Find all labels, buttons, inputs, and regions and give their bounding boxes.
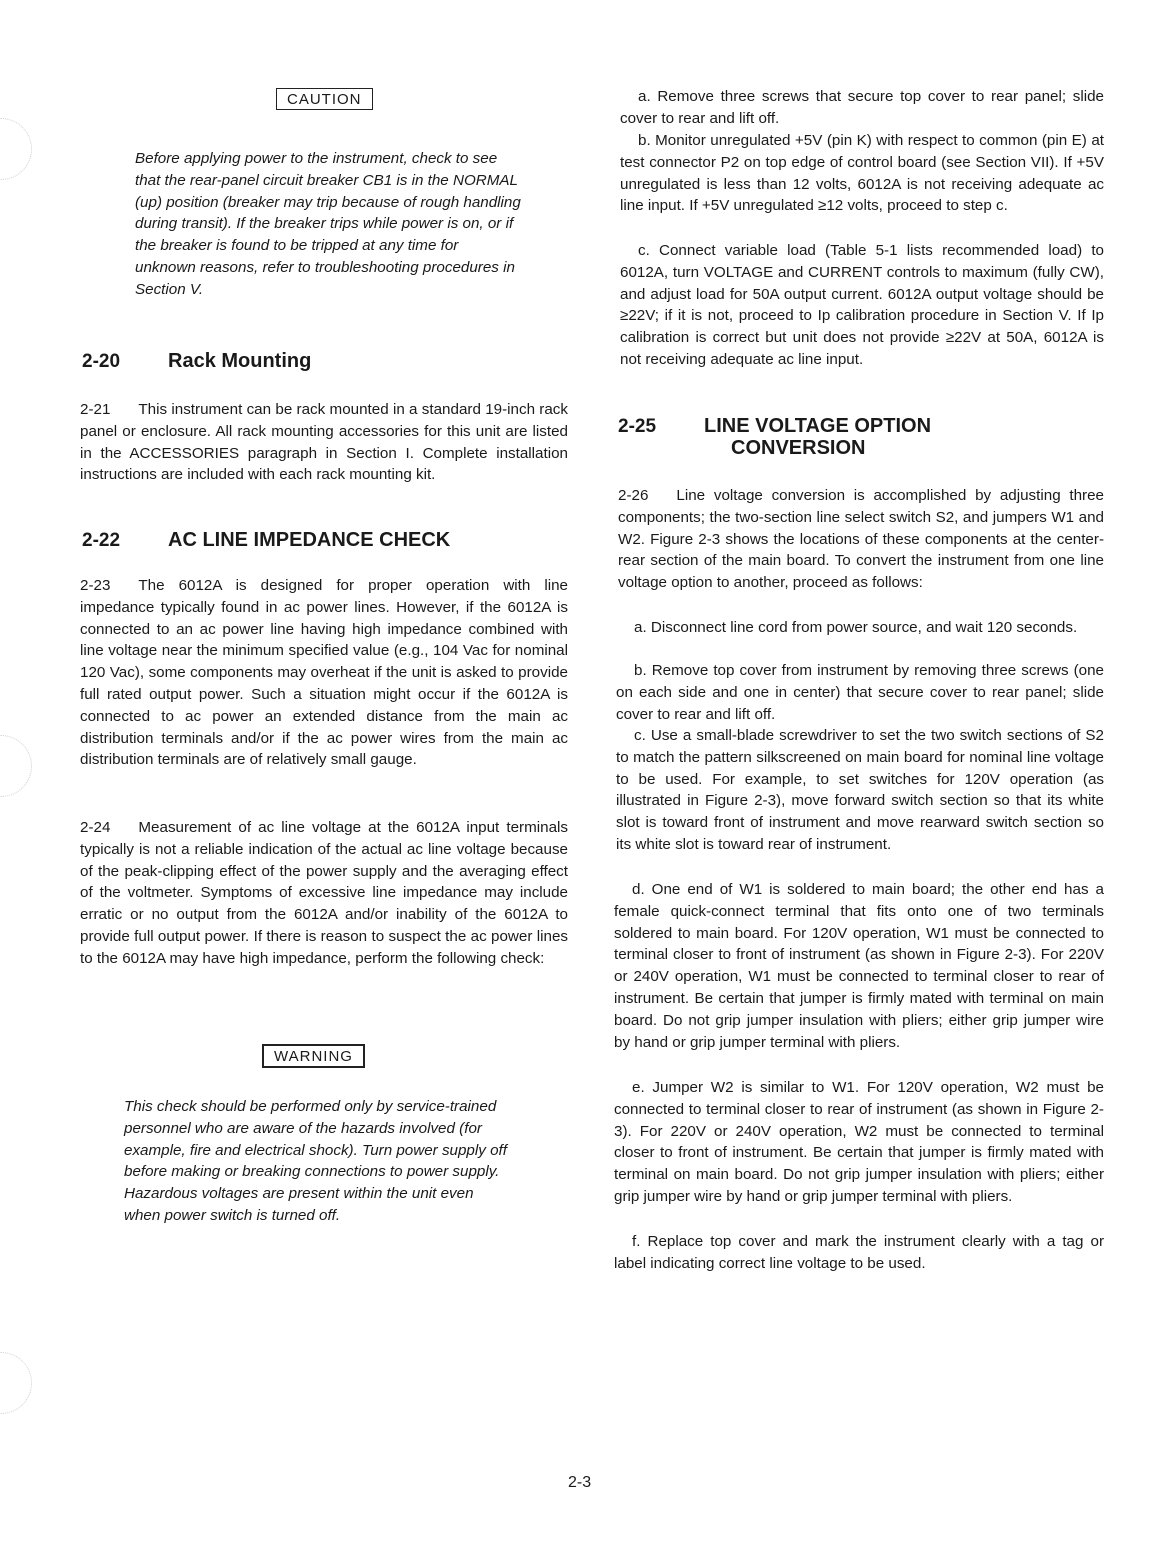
paragraph-text: Line voltage conversion is accomplished by adjusting three components; the two-section line select switch S2, and jumpers W1 and W2. Figure 2-3 shows the locations of these components at the center-rear section of the main board. To convert the instrument from one line voltage option to another, proceed as follows: [618, 487, 1104, 592]
conversion-step-e: e. Jumper W2 is similar to W1. For 120V operation, W2 must be connected to terminal closer to rear of instrument (as shown in Figure 2-3). For 220V or 240V operation, W2 must be connected to terminal closer to front of instrument. Be certain that jumper is firmly mated with terminal on main board. Do not grip jumper insulation with pliers; either grip jumper wire by hand or grip jumper terminal with pliers. [614, 1079, 1104, 1205]
conversion-step-d: d. One end of W1 is soldered to main board; the other end has a female quick-connect terminal that fits onto one of two terminals soldered to main board. For 120V operation, W1 must be connected to terminal closer to front of instrument (as shown in Figure 2-3). For 220V or 240V operation, W1 must be connected to terminal closer to rear of instrument. Be certain that jumper is firmly mated with terminal on main board. Do not grip jumper insulation with pliers; either grip jumper wire by hand or grip jumper terminal with pliers. [614, 881, 1104, 1051]
punch-hole-bottom [0, 1352, 32, 1414]
punch-hole-middle [0, 735, 32, 797]
paragraph-text: Measurement of ac line voltage at the 6012A input terminals typically is not a reliable indication of the actual ac line voltage because of the peak-clipping effect of the power supply and the averaging effect of the voltmeter. Symptoms of excessive line impedance may include erratic or no output from the 6012A and/or inability of the 6012A to provide full output power. If there is reason to suspect the ac power lines to the 6012A may have high impedance, perform the following check: [80, 819, 568, 967]
section-title-line-1: LINE VOLTAGE OPTION [704, 415, 932, 437]
paragraph-2-23 [80, 575, 568, 771]
paragraph-2-26 [618, 485, 1104, 594]
page-number: 2-3 [568, 1474, 592, 1491]
step-b: b. Monitor unregulated +5V (pin K) with respect to common (pin E) at test connector P2 on top edge of control board (see Section VII). If +5V unregulated is less than 12 volts, 6012A is not receiving adequate ac line input. If +5V unregulated ≥12 volts, proceed to step c. [620, 132, 1104, 215]
section-2-20-heading [82, 349, 311, 374]
section-title: Rack Mounting [168, 350, 312, 372]
conversion-step-c: c. Use a small-blade screwdriver to set the two switch sections of S2 to match the pattern silkscreened on main board for nominal line voltage to be used. For example, to set switches for 120V operation (as illustrated in Figure 2-3), move forward switch section so that its white slot is toward front of instrument and move rearward switch section so its white slot is toward rear of instrument. [616, 727, 1104, 853]
section-2-22-heading [82, 528, 450, 553]
caution-label: CAUTION [276, 88, 373, 110]
paragraph-text: The 6012A is designed for proper operation with line impedance typically found in ac power lines. However, if the 6012A is connected to an ac power line having high impedance combined with line voltage near the minimum specified value (e.g., 104 Vac for nominal 120 Vac), some components may overheat if the unit is asked to provide full rated output power. Such a situation might occur if the 6012A is connected to ac power an extended distance from the main ac distribution terminals and/or if the ac power wires from the main ac distribution terminals are of relatively small gauge. [80, 577, 568, 769]
paragraph-2-21 [80, 399, 568, 486]
section-number: 2-20 [82, 351, 121, 372]
caution-text: Before applying power to the instrument, check to see that the rear-panel circuit breaker CB1 is in the NORMAL (up) position (breaker may trip because of rough handling during transit). If the breaker trips while power is on, or if the breaker is found to be tripped at any time for unknown reasons, refer to troubleshooting procedures in Section V. [135, 150, 521, 298]
punch-hole-top [0, 118, 32, 180]
step-a: a. Remove three screws that secure top cover to rear panel; slide cover to rear and lift off. [620, 88, 1104, 127]
section-number: 2-22 [82, 530, 121, 551]
conversion-step-b: b. Remove top cover from instrument by removing three screws (one on each side and one in center) that secure cover to rear panel; slide cover to rear and lift off. [616, 662, 1104, 723]
paragraph-text: This instrument can be rack mounted in a standard 19-inch rack panel or enclosure. All rack mounting accessories for this unit are listed in the ACCESSORIES paragraph in Section I. Complete installation instructions are included with each rack mounting kit. [80, 401, 568, 484]
paragraph-number: 2-26 [618, 487, 649, 504]
paragraph-number: 2-23 [80, 577, 111, 594]
paragraph-2-24 [80, 817, 568, 970]
warning-text: This check should be performed only by service-trained personnel who are aware of the hazards involved (for example, fire and electrical shock). Turn power supply off before making or breaking connections to power supply. Hazardous voltages are present within the unit even when power switch is turned off. [124, 1098, 507, 1224]
section-title: AC LINE IMPEDANCE CHECK [168, 529, 451, 551]
warning-label: WARNING [262, 1044, 365, 1068]
conversion-step-a: a. Disconnect line cord from power source, and wait 120 seconds. [634, 619, 1078, 636]
section-2-25-heading-line-2: CONVERSION [731, 437, 866, 459]
section-number: 2-25 [618, 416, 657, 437]
conversion-step-f: f. Replace top cover and mark the instrument clearly with a tag or label indicating correct line voltage to be used. [614, 1233, 1104, 1272]
paragraph-number: 2-21 [80, 401, 111, 418]
step-c: c. Connect variable load (Table 5-1 lists recommended load) to 6012A, turn VOLTAGE and CURRENT controls to maximum (fully CW), and adjust load for 50A output current. 6012A output voltage should be ≥22V; if it is not, proceed to Ip calibration procedure in Section V. If Ip calibration is correct but unit does not provide ≥22V at 50A, 6012A is not receiving adequate ac line input. [620, 242, 1104, 368]
paragraph-number: 2-24 [80, 819, 111, 836]
